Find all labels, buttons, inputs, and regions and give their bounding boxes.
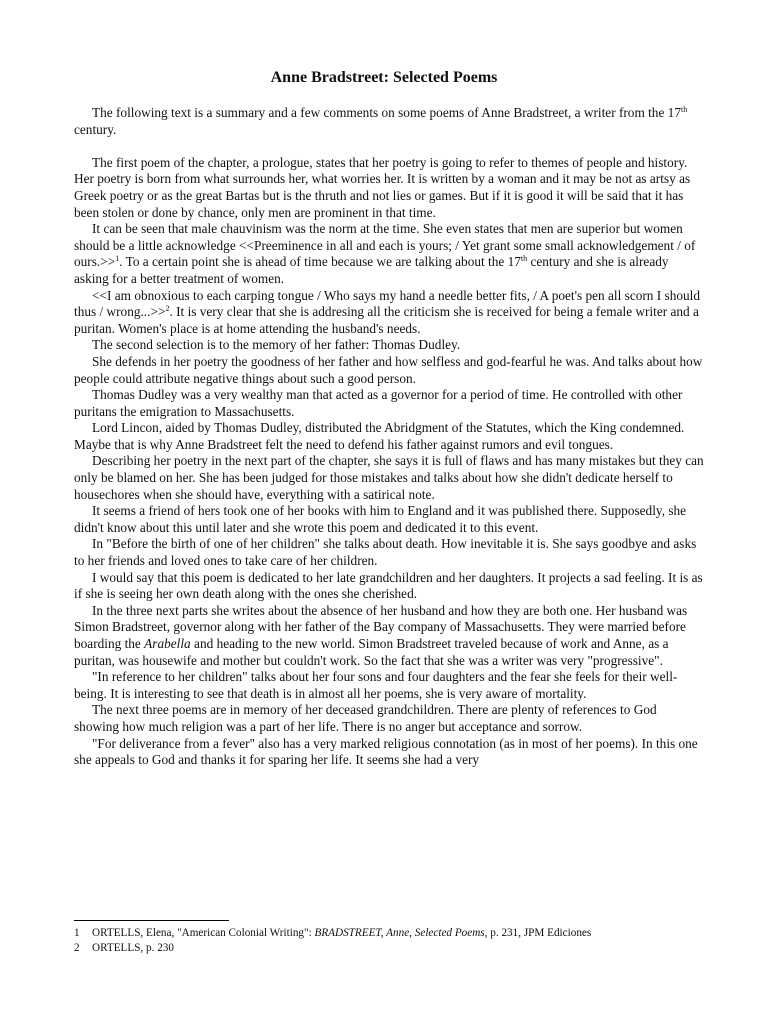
p-children	[74, 669, 704, 702]
p-deceased	[74, 702, 704, 735]
text-run: <<I am obnoxious to each carping tongue / Who says my hand a needle better fits, / A poet's pen all scorn I should thus / wrong...>>	[74, 287, 700, 320]
text-run: century.	[74, 121, 117, 137]
footnote-ref: 2	[165, 304, 170, 314]
text-run: "For deliverance from a fever" also has a very marked religious connotation (as in most of her poems). In this one she appeals to God and thanks it for sparing her life. It seems she had a very	[74, 735, 698, 768]
p-lincon	[74, 420, 704, 453]
text-run: century and she is already asking for a better treatment of women.	[74, 254, 669, 286]
text-run: ORTELLS, p. 230	[92, 942, 174, 954]
footnotes	[74, 926, 714, 956]
p-england	[74, 503, 704, 536]
text-run: . It is very clear that she is addresing all the criticism she is received for being a female writer and a puritan. Women's place is at home attending the husband's needs.	[74, 304, 699, 336]
page-title: Anne Bradstreet: Selected Poems	[270, 69, 498, 86]
text-run: and heading to the new world. Simon Bradstreet traveled because of work and Anne, as a puritan, was housewife and mother but couldn't work. So the fact that she was a writer was very "progressive".	[74, 636, 669, 668]
italic-text: BRADSTREET, Anne, Selected Poems,	[314, 927, 488, 939]
footnote-2	[74, 941, 714, 956]
text-run: "In reference to her children" talks about her four sons and four daughters and the fear she feels for their well-being. It is interesting to see that death is in almost all her poems, she is very aware of mortality.	[74, 669, 678, 701]
footnote-ref: 1	[115, 254, 120, 264]
footnote-number: 1	[74, 927, 80, 939]
text-run: The second selection is to the memory of her father: Thomas Dudley.	[92, 337, 461, 353]
body-text	[74, 105, 704, 769]
text-run: Describing her poetry in the next part of the chapter, she says it is full of flaws and has many mistakes but they can only be blamed on her. She has been judged for those mistakes and talks about how she didn't dedicate herself to housechores when she should have, everything with a satirical note.	[74, 453, 704, 502]
footnote-text	[92, 941, 174, 956]
text-run: The first poem of the chapter, a prologue, states that her poetry is going to refer to themes of people and history. Her poetry is born from what surrounds her, what worries her. It is written by a woman and it may be not as artsy as Greek poetry or as the great Bartas but is the thruth and not lies or games. But if it is good it will be said that it has been stolen or done by chance, only men are prominent in that time.	[74, 154, 691, 220]
p-obnoxious	[74, 288, 704, 338]
text-run: Thomas Dudley was a very wealthy man that acted as a governor for a period of time. He controlled with other puritans the emigration to Massachusetts.	[74, 387, 683, 419]
p-flaws	[74, 453, 704, 503]
text-run: The following text is a summary and a few comments on some poems of Anne Bradstreet, a writer from the 17	[92, 105, 681, 120]
p-chauvinism	[74, 221, 704, 287]
footnote-1	[74, 926, 714, 941]
footnote-text	[92, 926, 591, 941]
text-run: I would say that this poem is dedicated to her late grandchildren and her daughters. It projects a sad feeling. It is as if she is seeing her own death along with the ones she cherished.	[74, 569, 703, 602]
text-run: ORTELLS, Elena, "American Colonial Writing":	[92, 927, 315, 939]
text-run: She defends in her poetry the goodness of her father and how selfless and god-fearful he was. And talks about how people could attribute negative things about such a good person.	[74, 353, 703, 386]
footnote-separator	[74, 920, 229, 921]
italic-text: Arabella	[144, 636, 191, 651]
p-grandchildren	[74, 570, 704, 603]
footnote-number: 2	[74, 942, 80, 954]
p-second-selection	[74, 337, 704, 354]
footnote-ref: th	[520, 254, 528, 264]
text-run: It seems a friend of hers took one of her books with him to England and it was published there. Supposedly, she didn't know about this until later and she wrote this poem and dedicated it to this event.	[74, 503, 687, 535]
text-run: . To a certain point she is ahead of time because we are talking about the 17	[119, 254, 521, 270]
footnote-ref: th	[680, 105, 688, 114]
p-husband	[74, 603, 704, 669]
text-run: In the three next parts she writes about the absence of her husband and how they are both one. Her husband was Simon Bradstreet, governor along with her father of the Bay company of Massachusetts. They were married before boarding the	[74, 602, 688, 651]
text-run: In "Before the birth of one of her children" she talks about death. How inevitable it is. She says goodbye and asks to her friends and loved ones to take care of her children.	[74, 536, 697, 569]
p-fever	[74, 736, 704, 769]
p-prologue	[74, 155, 704, 221]
p-intro	[74, 105, 704, 138]
text-run: Lord Lincon, aided by Thomas Dudley, distributed the Abridgment of the Statutes, which the King condemned. Maybe that is why Anne Bradstreet felt the need to defend his father against rumors and evil tongues.	[74, 420, 685, 452]
text-run: The next three poems are in memory of her deceased grandchildren. There are plenty of references to God showing how much religion was a part of her life. There is no anger but acceptance and sorrow.	[74, 702, 657, 734]
p-defends	[74, 354, 704, 387]
text-run: p. 231, JPM Ediciones	[487, 927, 592, 939]
text-run: It can be seen that male chauvinism was the norm at the time. She even states that men are superior but women should be a little acknowledge <<Preeminence in all and each is yours; / Yet grant some small acknowledgement / of ours.>>	[74, 221, 696, 270]
p-birth	[74, 536, 704, 569]
p-dudley	[74, 387, 704, 420]
